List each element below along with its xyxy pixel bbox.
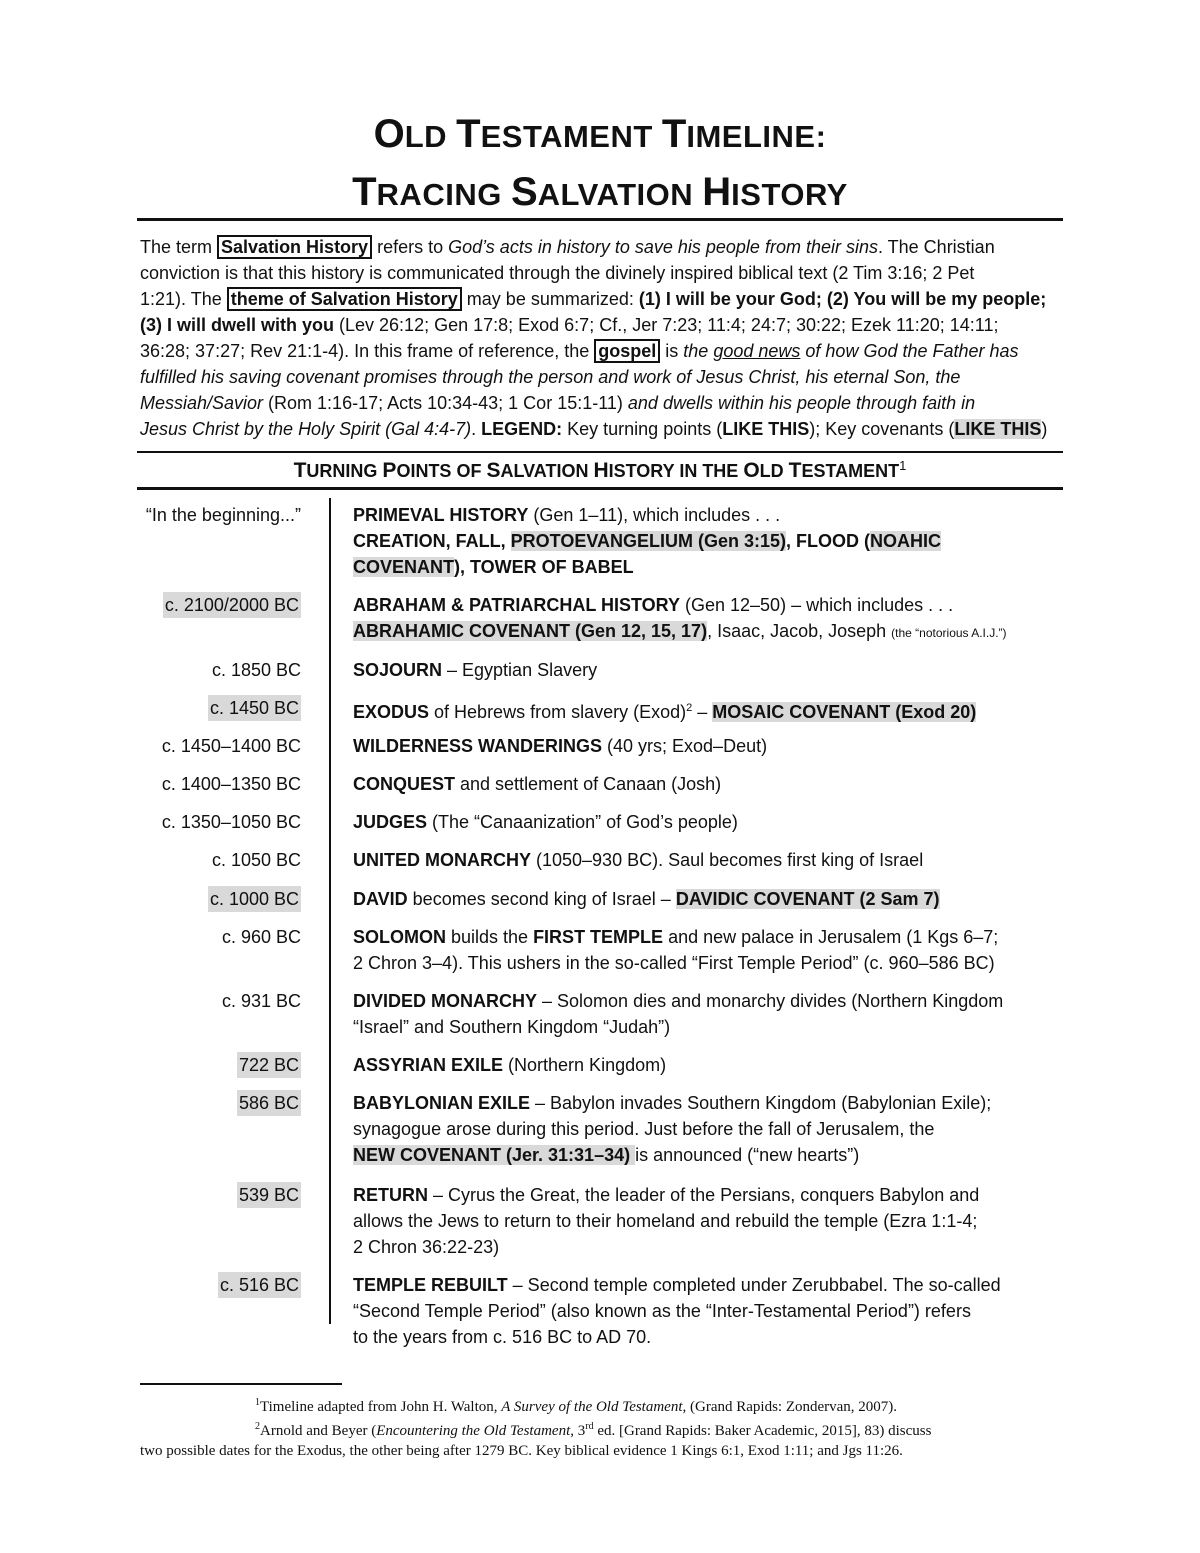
legend-label: LEGEND:	[481, 419, 563, 439]
timeline-event: ABRAHAM & PATRIARCHAL HISTORY (Gen 12–50) – which includes . . . ABRAHAMIC COVENANT (Gen 12, 15, 17), Isaac, Jacob, Joseph (the “notorious A.I.J.”)	[353, 595, 1007, 641]
timeline-event: CONQUEST and settlement of Canaan (Josh)	[353, 774, 722, 794]
legend-turning-point-sample: LIKE THIS	[722, 419, 810, 439]
covenant-highlight: NOAHIC	[870, 531, 942, 551]
footnote-marker: 1	[899, 458, 907, 473]
intro-paragraph	[140, 234, 1065, 442]
legend-covenant-sample: LIKE THIS	[954, 419, 1042, 439]
section-heading: TURNING POINTS OF SALVATION HISTORY IN THE OLD TESTAMENT$^1$	[293, 458, 907, 482]
timeline-date: c. 1000 BC	[208, 886, 301, 912]
timeline-axis	[329, 498, 331, 1324]
intro-line: Messiah/Savior (Rom 1:16-17; Acts 10:34-43; 1 Cor 15:1-11) and dwells within his people through faith in	[140, 393, 976, 413]
intro-line: The term Salvation History refers to God’s acts in history to save his people from their sins. The Christian	[140, 237, 995, 257]
timeline-event: SOJOURN – Egyptian Slavery	[353, 660, 598, 680]
timeline-event: PRIMEVAL HISTORY (Gen 1–11), which includes . . . CREATION, FALL, PROTOEVANGELIUM (Gen 3:15), FLOOD (NOAHIC COVENANT), TOWER OF BABEL	[353, 505, 942, 577]
footnotes	[140, 1393, 1060, 1461]
footnote-separator	[140, 1383, 342, 1385]
timeline-date: c. 1050 BC	[211, 850, 301, 870]
timeline-event: JUDGES (The “Canaanization” of God’s people)	[353, 812, 738, 832]
covenant-highlight: NEW COVENANT (Jer. 31:31–34)	[353, 1145, 636, 1165]
timeline-date: c. 960 BC	[221, 927, 301, 947]
timeline-event: UNITED MONARCHY (1050–930 BC). Saul becomes first king of Israel	[353, 850, 924, 870]
timeline-date: 539 BC	[237, 1182, 301, 1208]
covenant-highlight: PROTOEVANGELIUM (Gen 3:15)	[510, 531, 787, 551]
key-term-box: theme of Salvation History	[227, 287, 462, 311]
page-title-line-1: OLD TESTAMENT TIMELINE:	[373, 112, 827, 156]
covenant-highlight: DAVIDIC COVENANT (2 Sam 7)	[675, 889, 940, 909]
covenant-highlight: COVENANT	[353, 557, 455, 577]
timeline-event: SOLOMON builds the FIRST TEMPLE and new palace in Jerusalem (1 Kgs 6–7; 2 Chron 3–4). This ushers in the so-called “First Temple Period” (c. 960–586 BC)	[353, 927, 999, 973]
timeline-date: c. 1450–1400 BC	[161, 736, 301, 756]
timeline-date: c. 1850 BC	[211, 660, 301, 680]
section-divider-top	[137, 451, 1063, 453]
timeline-event: TEMPLE REBUILT – Second temple completed under Zerubbabel. The so-called “Second Temple Period” (also known as the “Inter-Testamental Period”) refers to the years from c. 516 BC to AD 70.	[353, 1275, 1001, 1347]
intro-line: 1:21). The theme of Salvation History may be summarized: (1) I will be your God; (2) You will be my people;	[140, 289, 1047, 309]
timeline-event: WILDERNESS WANDERINGS (40 yrs; Exod–Deut)	[353, 736, 768, 756]
key-term-box: gospel	[594, 339, 660, 363]
timeline-date: c. 1350–1050 BC	[161, 812, 301, 832]
timeline-date: c. 2100/2000 BC	[163, 592, 301, 618]
title-divider	[137, 218, 1063, 221]
section-divider-bottom	[137, 487, 1063, 490]
intro-line: 36:28; 37:27; Rev 21:1-4). In this frame of reference, the gospel is the good news of how God the Father has	[140, 341, 1019, 361]
timeline-event: DAVID becomes second king of Israel – DAVIDIC COVENANT (2 Sam 7)	[353, 889, 940, 909]
covenant-highlight: MOSAIC COVENANT (Exod 20)	[712, 702, 977, 722]
page-title-line-2: TRACING SALVATION HISTORY	[352, 170, 848, 214]
timeline-date: c. 931 BC	[221, 991, 301, 1011]
footnote-marker: 2	[686, 702, 693, 714]
timeline-date: c. 1400–1350 BC	[161, 774, 301, 794]
timeline-event: BABYLONIAN EXILE – Babylon invades Southern Kingdom (Babylonian Exile); synagogue arose during this period. Just before the fall of Jerusalem, the NEW COVENANT (Jer. 31:31–34) is announced (“new hearts”)	[353, 1093, 992, 1165]
intro-line: (3) I will dwell with you (Lev 26:12; Gen 17:8; Exod 6:7; Cf., Jer 7:23; 11:4; 24:7; 30:22; Ezek 11:20; 14:11;	[140, 315, 999, 335]
timeline-event: RETURN – Cyrus the Great, the leader of the Persians, conquers Babylon and allows the Jews to return to their homeland and rebuild the temple (Ezra 1:1-4; 2 Chron 36:22-23)	[353, 1185, 980, 1257]
intro-line: conviction is that this history is communicated through the divinely inspired biblical text (2 Tim 3:16; 2 Pet	[140, 263, 975, 283]
footnote-1: $^1$Timeline adapted from John H. Walton, A Survey of the Old Testament, (Grand Rapids: Zondervan, 2007).	[255, 1397, 898, 1415]
footnote-2: $^2$Arnold and Beyer (Encountering the Old Testament, 3rd ed. [Grand Rapids: Baker Academic, 2015], 83) discuss	[255, 1421, 932, 1439]
timeline-date: 722 BC	[237, 1052, 301, 1078]
timeline-date: “In the beginning...”	[145, 505, 301, 525]
timeline-date: 586 BC	[237, 1090, 301, 1116]
timeline-date: c. 1450 BC	[208, 695, 301, 721]
timeline-date: c. 516 BC	[218, 1272, 301, 1298]
timeline-event: DIVIDED MONARCHY – Solomon dies and monarchy divides (Northern Kingdom “Israel” and Southern Kingdom “Judah”)	[353, 991, 1004, 1037]
footnote-2-continued: two possible dates for the Exodus, the other being after 1279 BC. Key biblical evidence 1 Kings 6:1, Exod 1:11; and Jgs 11:26.	[140, 1443, 903, 1459]
timeline-event: ASSYRIAN EXILE (Northern Kingdom)	[353, 1055, 667, 1075]
intro-line: fulfilled his saving covenant promises through the person and work of Jesus Christ, his eternal Son, the	[140, 367, 961, 387]
key-term-box: Salvation History	[217, 235, 372, 259]
intro-line: Jesus Christ by the Holy Spirit (Gal 4:4-7). LEGEND: Key turning points (LIKE THIS); Key covenants (LIKE THIS)	[140, 419, 1048, 439]
timeline-event: EXODUS of Hebrews from slavery (Exod)$^2$ – MOSAIC COVENANT (Exod 20)	[353, 702, 977, 722]
covenant-highlight: ABRAHAMIC COVENANT (Gen 12, 15, 17)	[353, 621, 708, 641]
